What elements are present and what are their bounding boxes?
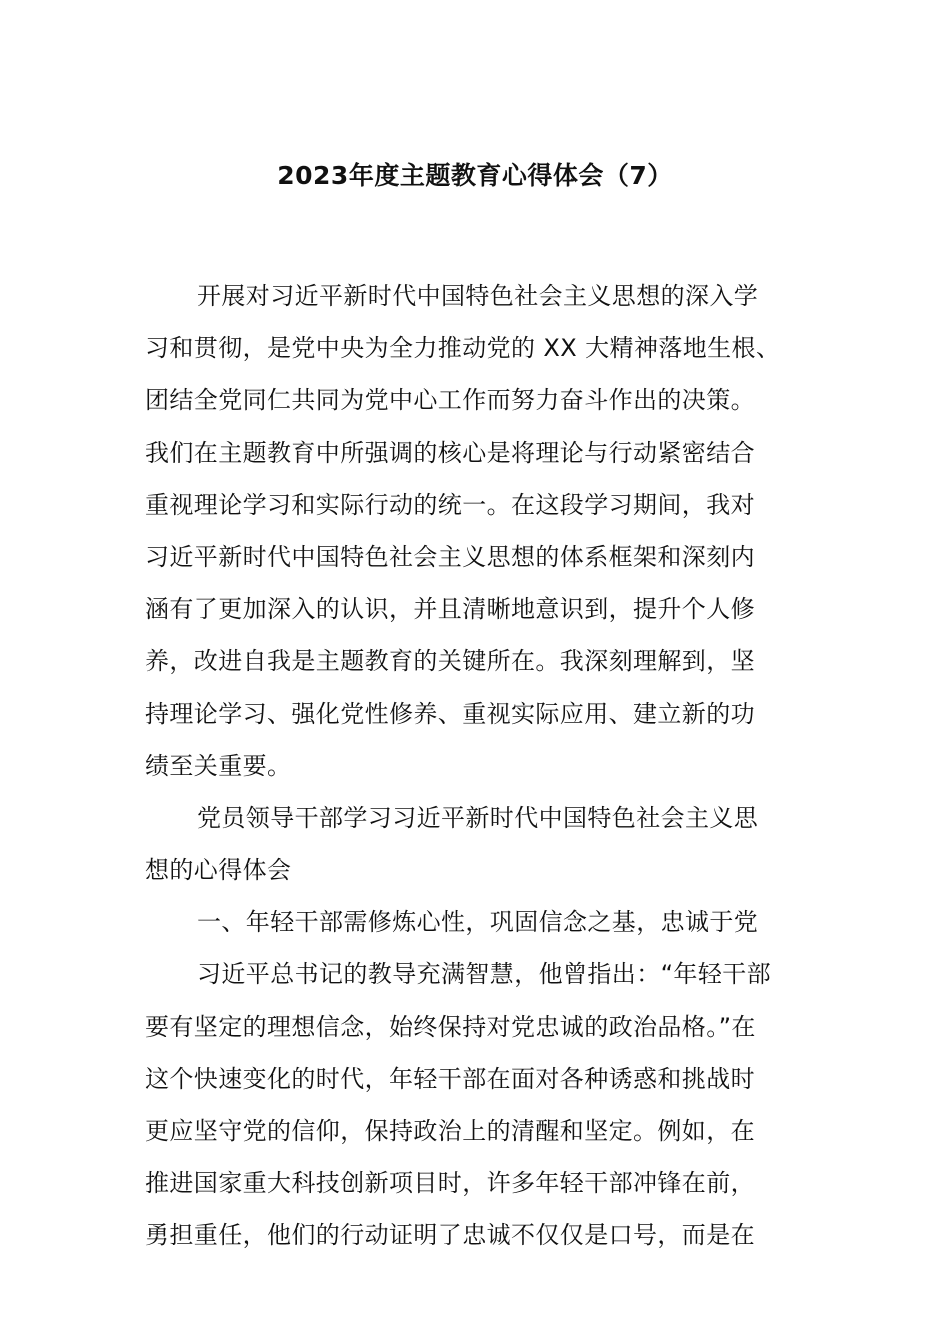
- text-line: 习近平新时代中国特色社会主义思想的体系框架和深刻内: [145, 542, 755, 571]
- text-line: 更应坚守党的信仰，保持政治上的清醒和坚定。例如，在: [145, 1117, 755, 1145]
- text-line: 团结全党同仁共同为党中心工作而努力奋斗作出的决策。: [145, 386, 755, 415]
- text-line: 开展对习近平新时代中国特色社会主义思想的深入学: [197, 282, 759, 310]
- text-line: 推进国家重大科技创新项目时，许多年轻干部冲锋在前，: [145, 1169, 755, 1198]
- text-line: 绩至关重要。: [145, 751, 292, 780]
- text-line: 我们在主题教育中所强调的核心是将理论与行动紧密结合: [145, 438, 755, 467]
- section-heading: 一、年轻干部需修炼心性，巩固信念之基，忠诚于党: [197, 908, 759, 937]
- text-line: 勇担重任，他们的行动证明了忠诚不仅仅是口号，而是在: [145, 1221, 755, 1250]
- text-line: 这个快速变化的时代，年轻干部在面对各种诱惑和挑战时: [145, 1064, 755, 1093]
- document-body: [145, 270, 805, 1262]
- text-line: 党员领导干部学习习近平新时代中国特色社会主义思: [197, 803, 759, 832]
- text-line: 要有坚定的理想信念，始终保持对党忠诚的政治品格。”在: [145, 1012, 756, 1041]
- text-line: 习近平总书记的教导充满智慧，他曾指出：“年轻干部: [197, 960, 772, 989]
- document-title: 2023年度主题教育心得体会（7）: [277, 161, 673, 190]
- text-line: 重视理论学习和实际行动的统一。在这段学习期间，我对: [145, 490, 755, 519]
- text-line: 想的心得体会: [145, 856, 292, 885]
- text-line: 习和贯彻，是党中央为全力推动党的 XX 大精神落地生根、: [145, 334, 781, 363]
- text-line: 持理论学习、强化党性修养、重视实际应用、建立新的功: [145, 699, 755, 728]
- text-line: 养，改进自我是主题教育的关键所在。我深刻理解到，坚: [145, 647, 755, 676]
- text-line: 涵有了更加深入的认识，并且清晰地意识到，提升个人修: [145, 595, 755, 624]
